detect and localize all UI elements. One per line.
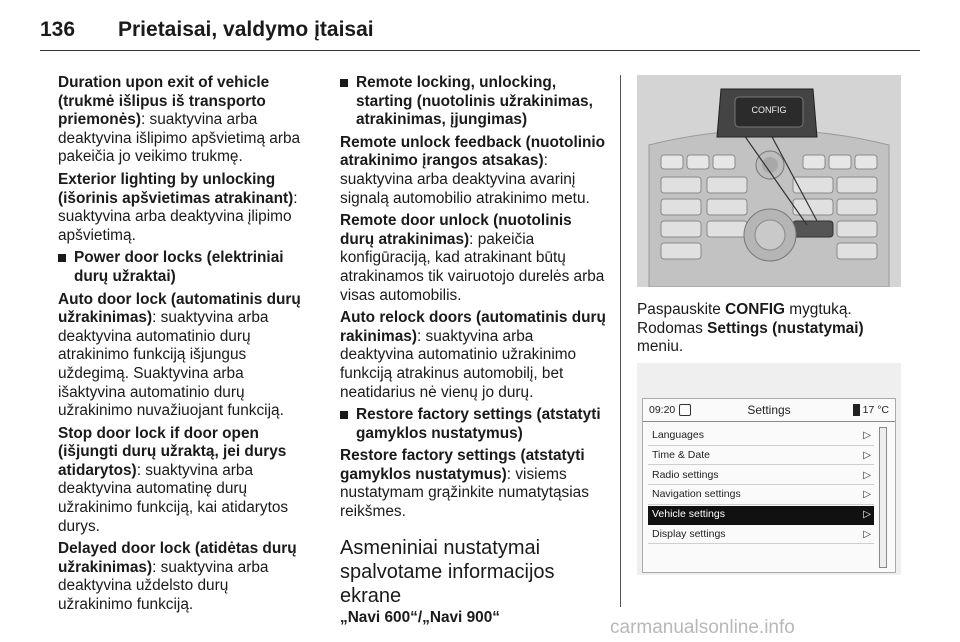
temperature-display — [853, 404, 889, 416]
menu-item-vehicle-settings[interactable] — [648, 506, 874, 525]
description: : suaktyvina arba deaktyvina automatinio užrakinimo funkciją atrakinus automobilį, bet neatidarius nė vienų jo durų. — [340, 327, 577, 401]
term: Stop door lock if door open (išjungti durų užraktą, jei durys atidarytos) — [58, 424, 287, 479]
screen-status-bar — [643, 399, 895, 422]
menu-item-navigation-settings[interactable] — [648, 486, 874, 505]
config-button-label: CONFIG — [751, 105, 787, 115]
column-divider — [620, 75, 621, 607]
caption-bold: Settings (nustatymai) — [707, 319, 864, 337]
watermark: carmanualsonline.info — [610, 617, 795, 638]
thermometer-icon — [853, 404, 860, 416]
section-subheading: „Navi 600“/„Navi 900“ — [340, 608, 500, 626]
chevron-right-icon: ▷ — [863, 469, 871, 481]
bullet-square-icon — [58, 254, 66, 262]
term: Restore factory settings (atstatyti gamyklos nustatymus) — [340, 447, 585, 483]
description: : suaktyvina arba deaktyvina išlipimo apšvietimą arba pakeičia jo veikimo trukmę. — [58, 111, 301, 166]
term: Delayed door lock (atidėtas durų užrakinimas) — [58, 540, 297, 576]
bullet-item — [58, 249, 304, 286]
column-left — [58, 74, 304, 619]
term: Auto door lock (automatinis durų užrakinimas) — [58, 290, 301, 327]
bullet-title: Remote locking, unlocking, starting (nuotolinis užrakinimas, atrakinimas, įjungimas) — [356, 74, 593, 129]
term: Remote door unlock (nuotolinis durų atrakinimas) — [340, 212, 572, 248]
menu-item-label: Display settings — [652, 527, 726, 540]
description: : suaktyvina arba deaktyvina automatinio durų atrakinimo funkciją išjungus uždegimą. Suaktyvina arba išaktyvina automatinio durų užrakinimo nuvažiuojant funkciją. — [58, 309, 284, 420]
menu-item-label: Navigation settings — [652, 488, 741, 501]
caption-text: mygtuką. — [784, 301, 852, 318]
chevron-right-icon: ▷ — [863, 489, 871, 501]
menu-item-label: Time & Date — [652, 448, 710, 461]
bullet-item — [340, 74, 608, 130]
paragraph — [58, 425, 304, 537]
term: Duration upon exit of vehicle (trukmė išlipus iš transporto priemonės) — [58, 74, 270, 129]
menu-scrollbar[interactable] — [879, 427, 887, 568]
temperature-value: 17 °C — [862, 404, 889, 416]
caption-text: Rodomas — [637, 319, 708, 337]
settings-menu — [648, 427, 874, 546]
paragraph — [58, 540, 304, 614]
term: Exterior lighting by unlocking (išorinis apšvietimas atrakinant) — [58, 170, 294, 207]
menu-item-label: Languages — [652, 429, 704, 441]
paragraph — [58, 74, 304, 167]
description: : pakeičia konfigūraciją, kad atrakinant būtų atrakinamos tik vairuotojo durelės arba visas automobilis. — [340, 230, 605, 304]
description: : suaktyvina arba deaktyvina įlipimo apšvietimą. — [58, 189, 298, 244]
menu-item-label: Vehicle settings — [652, 508, 725, 521]
column-middle — [340, 74, 608, 628]
paragraph — [58, 291, 304, 421]
description: : suaktyvina arba deaktyvina uždelsto durų užrakinimo funkciją. — [58, 558, 269, 614]
page-number: 136 — [40, 18, 76, 41]
paragraph — [340, 309, 608, 402]
chevron-right-icon: ▷ — [863, 430, 871, 441]
term: Auto relock doors (automatinis durų rakinimas) — [340, 309, 606, 345]
page-header — [40, 10, 920, 51]
section-heading: Asmeniniai nustatymai spalvotame informacijos ekrane — [340, 536, 555, 607]
chevron-right-icon: ▷ — [863, 449, 871, 461]
caption-text: Paspauskite — [637, 301, 726, 318]
control-panel-photo — [637, 75, 901, 287]
settings-screen-illustration — [637, 363, 901, 575]
chevron-right-icon: ▷ — [863, 509, 871, 521]
description: : visiems nustatymam grąžinkite numatytąsias reikšmes. — [340, 465, 589, 521]
menu-item-radio-settings[interactable] — [648, 467, 874, 486]
screen-title: Settings — [747, 403, 791, 417]
settings-screen — [642, 398, 896, 573]
menu-item-time-date[interactable] — [648, 447, 874, 466]
caption-line-1 — [637, 301, 901, 320]
bullet-item — [340, 406, 608, 443]
description: : suaktyvina arba deaktyvina avarinį signalą automobilio atrakinimo metu. — [340, 152, 590, 207]
bullet-title: Power door locks (elektriniai durų užraktai) — [74, 249, 284, 285]
clock-time: 09:20 — [649, 404, 676, 416]
bullet-title: Restore factory settings (atstatyti gamyklos nustatymus) — [356, 406, 601, 442]
caption-text: meniu. — [637, 338, 684, 356]
description: : suaktyvina arba deaktyvina automatinę durų užrakinimo funkciją, kai atidarytos durys. — [58, 461, 289, 535]
caption — [637, 301, 901, 357]
paragraph — [340, 212, 608, 305]
paragraph — [58, 171, 304, 245]
menu-item-label: Radio settings — [652, 468, 719, 481]
page-title: Prietaisai, valdymo įtaisai — [118, 18, 374, 41]
bullet-square-icon — [340, 79, 348, 87]
caption-line-2 — [637, 320, 901, 357]
caption-bold: CONFIG — [725, 301, 785, 318]
menu-item-display-settings[interactable] — [648, 526, 874, 545]
paragraph — [340, 134, 608, 208]
chevron-right-icon: ▷ — [863, 528, 871, 540]
bullet-square-icon — [340, 411, 348, 419]
term: Remote unlock feedback (nuotolinio atrakinimo įrangos atsakas) — [340, 133, 606, 170]
menu-item-languages[interactable] — [648, 427, 874, 446]
paragraph — [340, 447, 608, 521]
